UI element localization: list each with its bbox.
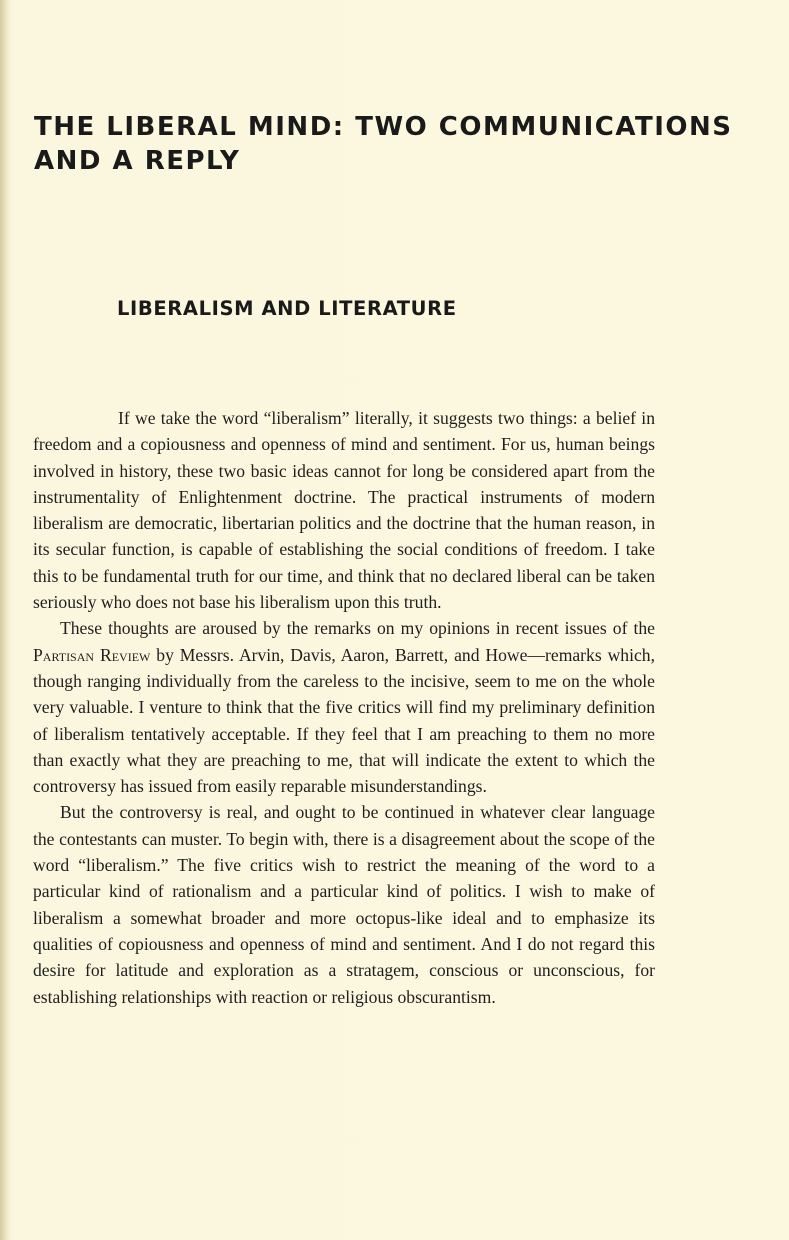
journal-name: Partisan Review [33, 644, 151, 665]
body-text [33, 405, 655, 1010]
spine-shadow [0, 0, 10, 1240]
paragraph-2-after: by Messrs. Arvin, Davis, Aaron, Barrett, and Howe—remarks which, though ranging individually from the careless to the incisive, seem to me on the whole very valuable. I venture to think that the five critics will find my preliminary definition of liberalism tentatively acceptable. If they feel that I am preaching to them no more than exactly what they are preaching to me, that will indicate the extent to which the controversy has issued from easily reparable misunderstandings. [33, 644, 655, 797]
chapter-title [34, 110, 734, 178]
paragraph-2-before: These thoughts are aroused by the remarks on my opinions in recent issues of the [60, 618, 655, 639]
chapter-title-line-2: AND A REPLY [34, 146, 241, 176]
paragraph-2 [33, 615, 655, 799]
paragraph-3: But the controversy is real, and ought to be continued in whatever clear language the contestants can muster. To begin with, there is a disagreement about the scope of the word “liberalism.” The five critics wish to restrict the meaning of the word to a particular kind of rationalism and a particular kind of politics. I wish to make of liberalism a somewhat broader and more octopus-like ideal and to emphasize its qualities of copiousness and openness of mind and sentiment. And I do not regard this desire for latitude and exploration as a stratagem, conscious or unconscious, for establishing relationships with reaction or religious obscurantism. [33, 802, 655, 1007]
paragraph-1: If we take the word “liberalism” literally, it suggests two things: a belief in freedom and a copiousness and openness of mind and sentiment. For us, human beings involved in history, these two basic ideas cannot for long be considered apart from the instrumentality of Enlightenment doctrine. The practical instruments of modern liberalism are democratic, libertarian politics and the doctrine that the human reason, in its secular function, is capable of establishing the social conditions of freedom. I take this to be fundamental truth for our time, and think that no declared liberal can be taken seriously who does not base his liberalism upon this truth. [33, 408, 655, 613]
section-title: LIBERALISM AND LITERATURE [117, 297, 457, 320]
chapter-title-line-1: THE LIBERAL MIND: TWO COMMUNICATIONS [34, 112, 733, 142]
